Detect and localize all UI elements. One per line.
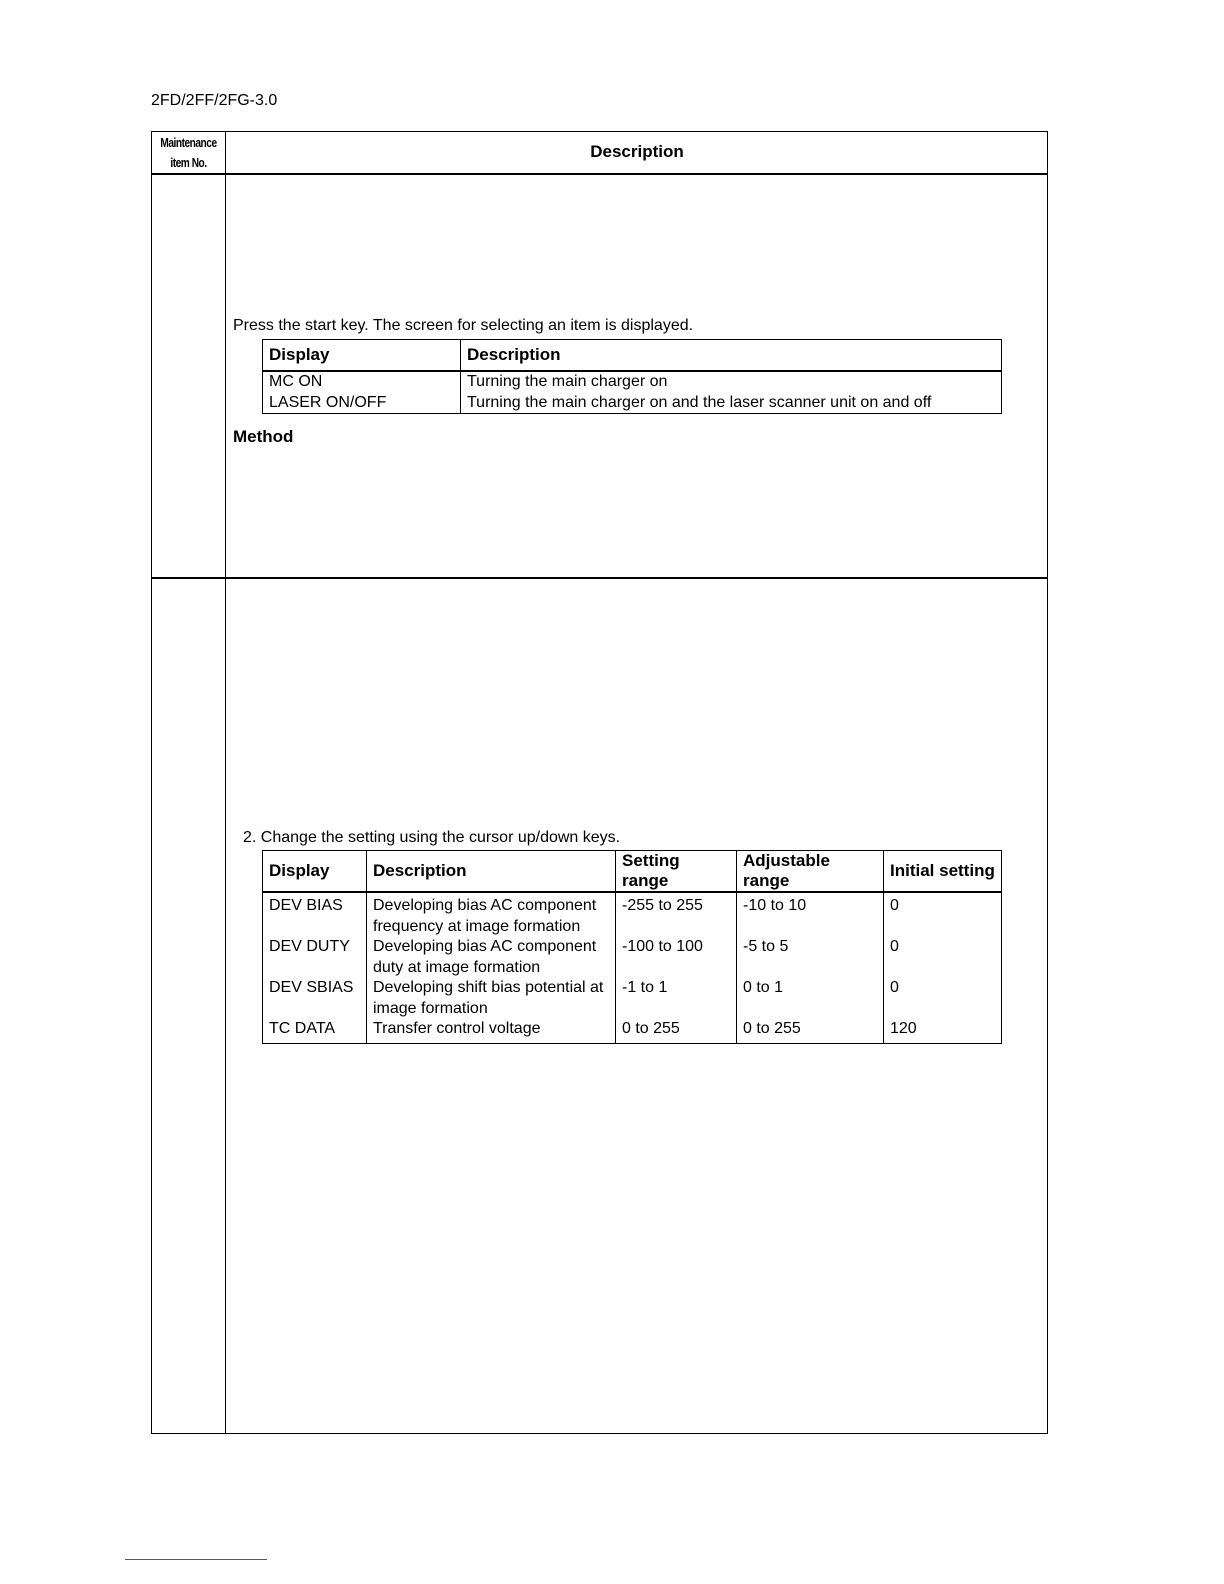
table-cell: Developing bias AC component duty at image formation [367,937,616,978]
table-cell: Developing bias AC component frequency at image formation [367,892,616,937]
header-divider [151,173,1048,175]
table-cell: 0 to 255 [737,1019,884,1043]
table-cell: 0 [884,892,1002,937]
section2-step: 2. Change the setting using the cursor up/down keys. [243,829,621,846]
section1-intro: Press the start key. The screen for selecting an item is displayed. [233,317,694,334]
method-label: Method [233,427,294,446]
table-cell: Developing shift bias potential at image formation [367,978,616,1019]
table-cell: -255 to 255 [616,892,737,937]
setting-table [262,850,1002,1044]
table-cell: Transfer control voltage [367,1019,616,1043]
table-row [263,892,1002,937]
maintenance-item-no-header: Maintenance item No. [160,135,217,170]
table-cell: DEV SBIAS [263,978,367,1019]
column-header: Initial setting [884,851,1002,893]
table-row [263,978,1002,1019]
table-row [263,371,1002,414]
table-cell: 0 [884,978,1002,1019]
table-cell: -100 to 100 [616,937,737,978]
table-header-row [263,851,1002,893]
table-cell: 0 [884,937,1002,978]
column-header: Adjustable range [737,851,884,893]
table-header-row [263,340,1002,372]
column-header: Display [263,851,367,893]
description-header: Description [590,142,684,161]
table-cell: TC DATA [263,1019,367,1043]
column-header: Display [263,340,461,372]
column-header: Setting range [616,851,737,893]
table-cell: 120 [884,1019,1002,1043]
table-cell: 0 to 1 [737,978,884,1019]
document-code: 2FD/2FF/2FG-3.0 [151,92,278,109]
table-cell: -1 to 1 [616,978,737,1019]
column-header: Description [461,340,1002,372]
column-header: Description [367,851,616,893]
table-cell: -5 to 5 [737,937,884,978]
table-cell: Turning the main charger on and the laser scanner unit on and off [467,393,932,411]
table-cell: LASER ON/OFF [269,393,387,411]
footer-rule [125,1559,267,1560]
display-mode-table [262,339,1002,414]
table-cell: 0 to 255 [616,1019,737,1043]
table-cell: DEV BIAS [263,892,367,937]
table-cell: Turning the main charger on [467,373,668,390]
table-cell: DEV DUTY [263,937,367,978]
column-divider [225,131,226,1434]
table-row [263,1019,1002,1043]
table-cell: -10 to 10 [737,892,884,937]
table-row [263,937,1002,978]
row-divider [151,577,1048,579]
table-cell: MC ON [269,373,323,390]
